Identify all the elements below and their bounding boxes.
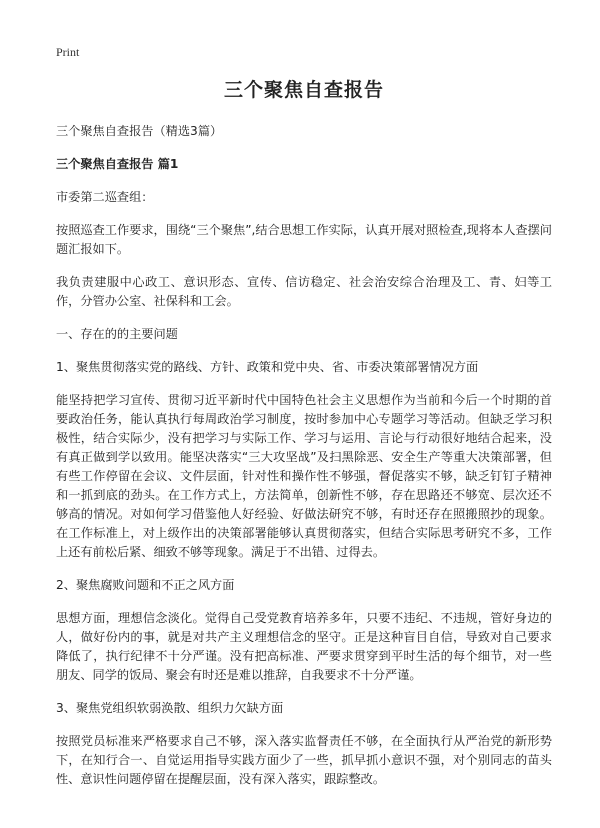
intro-paragraph: 按照巡查工作要求，围绕“三个聚焦”,结合思想工作实际，认真开展对照检查,现将本人查摆问题汇报如下。 (56, 223, 552, 256)
page-title: 三个聚焦自查报告 (223, 79, 384, 101)
print-label[interactable]: Print (56, 45, 80, 59)
article-heading: 三个聚焦自查报告 篇1 (56, 157, 179, 171)
point3-body: 按照党员标准来严格要求自己不够，深入落实监督责任不够，在全面执行从严治党的新形势下，在知行合一、自觉运用指导实践方面少了一些，抓早抓小意识不强，对个别同志的苗头性、意识性问题停留在提醒层面，没有深入落实，跟踪整改。 (56, 734, 552, 786)
subtitle: 三个聚焦自查报告（精选3篇） (56, 124, 223, 138)
point1-heading: 1、聚焦贯彻落实党的路线、方针、政策和党中央、省、市委决策部署情况方面 (56, 360, 479, 374)
point3-heading: 3、聚焦党组织软弱涣散、组织力欠缺方面 (56, 701, 284, 715)
point1-body: 能坚持把学习宣传、贯彻习近平新时代中国特色社会主义思想作为当前和今后一个时期的首要政治任务，能认真执行每周政治学习制度，按时参加中心专题学习等活动。但缺乏学习积极性，结合实际少，没有把学习与实际工作、学习与运用、言论与行动很好地结合起来，没有真正做到学以致用。能坚决落实“三大攻坚战”及扫黑除恶、安全生产等重大决策部署，但有些工作停留在会议、文件层面，针对性和操作性不够强，督促落实不够，缺乏钉钉子精神和一抓到底的劲头。在工作方式上，方法简单，创新性不够，存在思路还不够宽、层次还不够高的情况。对如何学习借鉴他人好经验、好做法研究不够，有时还存在照搬照抄的现象。在工作标准上，对上级作出的决策部署能够认真贯彻落实，但结合实际思考研究不多，工作上还有前松后紧、细致不够等现象。满足于不出错、过得去。 (56, 393, 552, 559)
point2-body: 思想方面，理想信念淡化。觉得自己受党教育培养多年，只要不违纪、不违规，管好身边的人，做好份内的事，就是对共产主义理想信念的坚守。正是这种盲目自信，导致对自己要求降低了，执行纪律不十分严谨。没有把高标准、严要求贯穿到平时生活的每个细节，对一些朋友、同学的饭局、聚会有时还是难以推辞，自我要求不十分严谨。 (56, 611, 552, 682)
duties-paragraph: 我负责建服中心政工、意识形态、宣传、信访稳定、社会治安综合治理及工、青、妇等工作，分管办公室、社保科和工会。 (56, 275, 552, 308)
salutation: 市委第二巡查组： (56, 190, 154, 204)
point2-heading: 2、聚焦腐败问题和不正之风方面 (56, 578, 235, 592)
section-heading: 一、存在的的主要问题 (56, 327, 178, 341)
